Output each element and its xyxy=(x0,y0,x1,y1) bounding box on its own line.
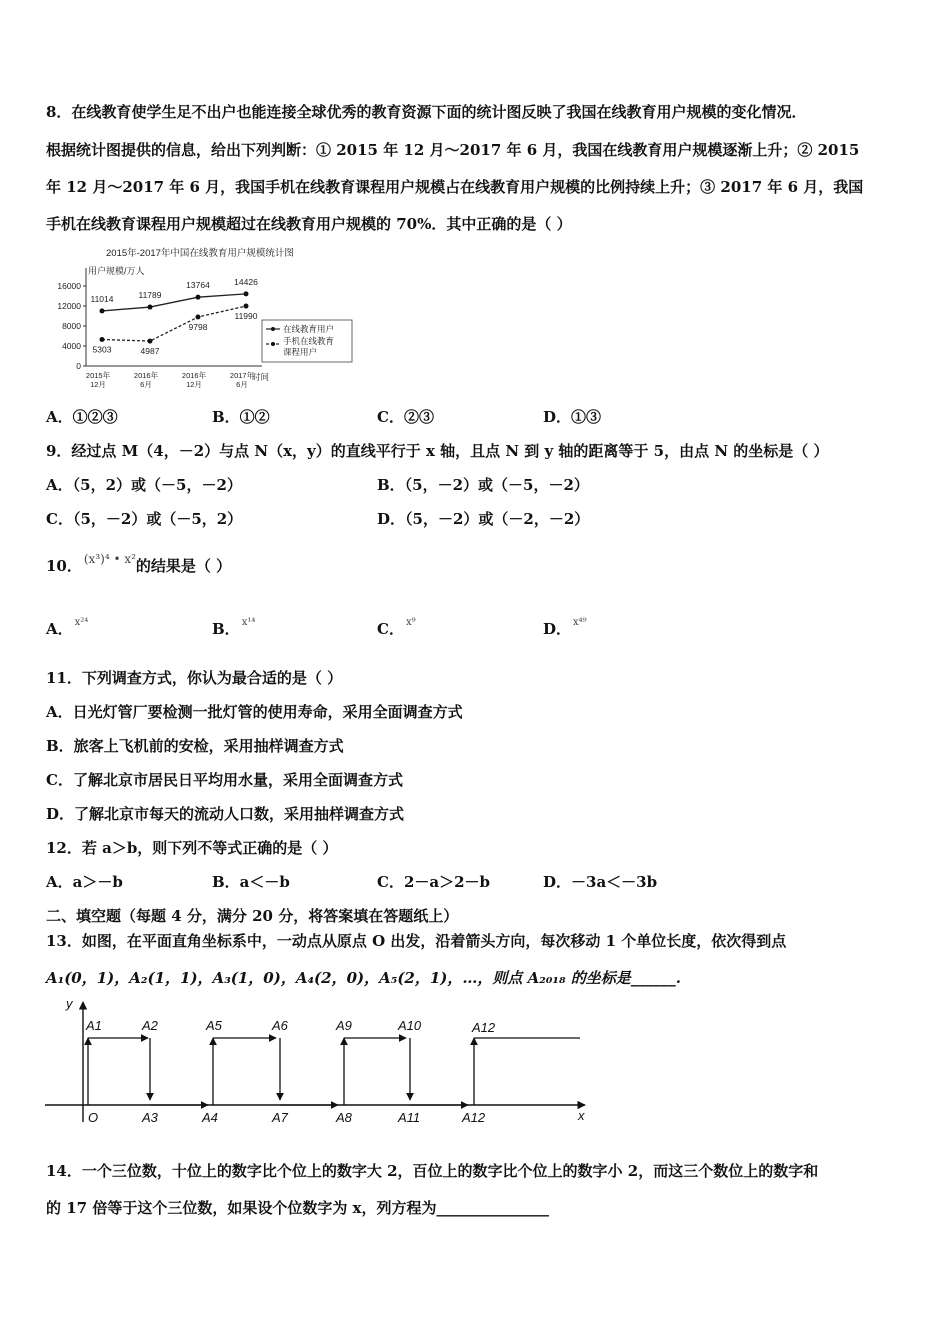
q8-option-b: B．①② xyxy=(212,408,270,426)
q8-line3: 年 12 月～2017 年 6 月，我国手机在线教育课程用户规模占在线教育用户规模的比例持续上升；③ 2017 年 6 月，我国 xyxy=(46,178,864,196)
q10-number: 10． xyxy=(46,557,82,575)
chart-ytick-label: 8000 xyxy=(62,321,81,331)
chart-point-s1-0 xyxy=(100,337,105,342)
chart-legend-label-1: 手机在线教育 xyxy=(283,336,335,346)
q13-coordinate-figure xyxy=(40,992,600,1132)
chart-legend-label-2: 课程用户 xyxy=(283,347,318,357)
chart-ytick-label: 16000 xyxy=(57,281,81,291)
label-a6: A6 xyxy=(272,1018,288,1033)
chart-xlabel: 时间 xyxy=(252,372,270,382)
chart-xtick-label: 2016年 xyxy=(133,371,159,380)
q9-option-a: A．（5，2）或（－5，－2） xyxy=(46,476,242,494)
path-arrows xyxy=(88,1038,580,1105)
chart-xtick-label-2: 6月 xyxy=(140,380,152,389)
chart-xtick-label-2: 12月 xyxy=(186,380,202,389)
chart-ytick-label: 0 xyxy=(76,361,81,371)
q8-option-a: A．①②③ xyxy=(46,408,118,426)
q13-line2: A₁(0，1)，A₂(1，1)，A₃(1，0)，A₄(2，0)，A₅(2，1)，…，则点 A₂₀₁₈ 的坐标是______. xyxy=(46,969,681,987)
chart-data-label-s1-0: 5303 xyxy=(92,344,112,355)
q12-option-a: A．a＞－b xyxy=(46,873,123,891)
label-a12-bottom: A12 xyxy=(462,1110,486,1125)
q11-stem: 11．下列调查方式，你认为最合适的是（ ） xyxy=(46,669,343,687)
label-a9: A9 xyxy=(336,1018,352,1033)
q14-line1: 14．一个三位数，十位上的数字比个位上的数字大 2，百位上的数字比个位上的数字小 2，而这三个数位上的数字和 xyxy=(46,1162,819,1180)
label-a3: A3 xyxy=(142,1110,158,1125)
q10-stem xyxy=(46,552,232,577)
chart-legend-dot-0 xyxy=(271,327,275,331)
q12-option-c: C．2－a＞2－b xyxy=(377,873,491,891)
label-a4: A4 xyxy=(202,1110,218,1125)
q10-option-b: B． $^{x^{14}}$ xyxy=(212,617,256,638)
q14-line2: 的 17 倍等于这个三位数，如果设个位数字为 x，列方程为_______________ xyxy=(46,1199,549,1217)
chart-point-s0-2 xyxy=(196,295,201,300)
chart-point-s0-3 xyxy=(244,291,249,296)
q8-line4: 手机在线教育课程用户规模超过在线教育用户规模的 70%．其中正确的是（ ） xyxy=(46,215,572,233)
chart-ytick-label: 12000 xyxy=(57,301,81,311)
chart-point-s0-0 xyxy=(100,308,105,313)
chart-xtick-label-2: 6月 xyxy=(236,380,248,389)
q8-line1: 8．在线教育使学生足不出户也能连接全球优秀的教育资源下面的统计图反映了我国在线教育用户规模的变化情况． xyxy=(46,103,807,121)
chart-xtick-label: 2017年 xyxy=(229,371,255,380)
q9-option-b: B．（5，－2）或（－5，－2） xyxy=(377,476,589,494)
chart-title: 2015年-2017年中国在线教育用户规模统计图 xyxy=(106,248,294,259)
q8-option-c: C．②③ xyxy=(377,408,434,426)
q10-option-c: C． $^{x^9}$ xyxy=(377,617,416,638)
label-a11: A11 xyxy=(398,1110,421,1125)
y-label: y xyxy=(66,996,73,1011)
label-a8: A8 xyxy=(336,1110,352,1125)
chart-data-label-s0-3: 14426 xyxy=(234,276,258,287)
chart-data-label-s1-3: 11990 xyxy=(234,311,258,322)
q11-option-d: D．了解北京市每天的流动人口数，采用抽样调查方式 xyxy=(46,805,405,823)
q10-option-d: D． $^{x^{49}}$ xyxy=(543,617,587,638)
chart-data-label-s0-1: 11789 xyxy=(138,290,162,301)
chart-data-label-s1-1: 4987 xyxy=(140,346,160,357)
chart-series-line-1 xyxy=(102,306,246,341)
q9-option-d: D．（5，－2）或（－2，－2） xyxy=(377,510,590,528)
chart-point-s1-1 xyxy=(148,339,153,344)
q9-option-c: C．（5，－2）或（－5，2） xyxy=(46,510,243,528)
q11-option-c: C．了解北京市居民日平均用水量，采用全面调查方式 xyxy=(46,771,403,789)
x-label: x xyxy=(578,1108,585,1123)
label-a7: A7 xyxy=(272,1110,288,1125)
q8-line2: 根据统计图提供的信息，给出下列判断：① 2015 年 12 月～2017 年 6 月，我国在线教育用户规模逐渐上升；② 2015 xyxy=(46,141,860,159)
chart-data-label-s0-0: 11014 xyxy=(90,293,114,304)
chart-point-s1-2 xyxy=(196,315,201,320)
label-a1: A1 xyxy=(86,1018,102,1033)
chart-data-label-s0-2: 13764 xyxy=(186,280,210,291)
chart-point-s1-3 xyxy=(244,304,249,309)
q12-stem: 12．若 a＞b，则下列不等式正确的是（ ） xyxy=(46,839,338,857)
chart-legend-dot-1 xyxy=(271,342,275,346)
q12-option-b: B．a＜－b xyxy=(212,873,290,891)
q12-option-d: D．－3a＜－3b xyxy=(543,873,658,891)
q10-option-a: A． $^{x^{24}}$ xyxy=(46,617,89,638)
label-a10: A10 xyxy=(398,1018,422,1033)
q10-tail: 的结果是（ ） xyxy=(135,557,232,575)
origin-label: O xyxy=(88,1110,99,1125)
chart-legend-label-0: 在线教育用户 xyxy=(283,324,335,334)
chart-series-line-0 xyxy=(102,294,246,311)
label-a5: A5 xyxy=(206,1018,222,1033)
chart-ytick-label: 4000 xyxy=(62,341,81,351)
q11-option-b: B．旅客上飞机前的安检，采用抽样调查方式 xyxy=(46,737,344,755)
chart-xtick-label-2: 12月 xyxy=(90,380,106,389)
chart-xtick-label: 2016年 xyxy=(181,371,207,380)
q9-stem: 9．经过点 M（4，－2）与点 N（x，y）的直线平行于 x 轴，且点 N 到 y 轴的距离等于 5，由点 N 的坐标是（ ） xyxy=(46,442,829,460)
q13-line1: 13．如图，在平面直角坐标系中，一动点从原点 O 出发，沿着箭头方向，每次移动 1 个单位长度，依次得到点 xyxy=(46,932,787,950)
chart-data-label-s1-2: 9798 xyxy=(188,322,208,333)
chart-ylabel: 用户规模/万人 xyxy=(88,266,145,276)
q11-option-a: A．日光灯管厂要检测一批灯管的使用寿命，采用全面调查方式 xyxy=(46,703,463,721)
q10-expression: (x³)⁴ • x² xyxy=(83,552,136,566)
section-title: 二、填空题（每题 4 分，满分 20 分，将答案填在答题纸上） xyxy=(46,907,459,925)
chart-xtick-label: 2015年 xyxy=(85,371,111,380)
label-a12-top: A12 xyxy=(472,1020,496,1035)
q8-option-d: D．①③ xyxy=(543,408,602,426)
label-a2: A2 xyxy=(142,1018,158,1033)
q8-line-chart xyxy=(44,244,364,394)
chart-point-s0-1 xyxy=(148,305,153,310)
